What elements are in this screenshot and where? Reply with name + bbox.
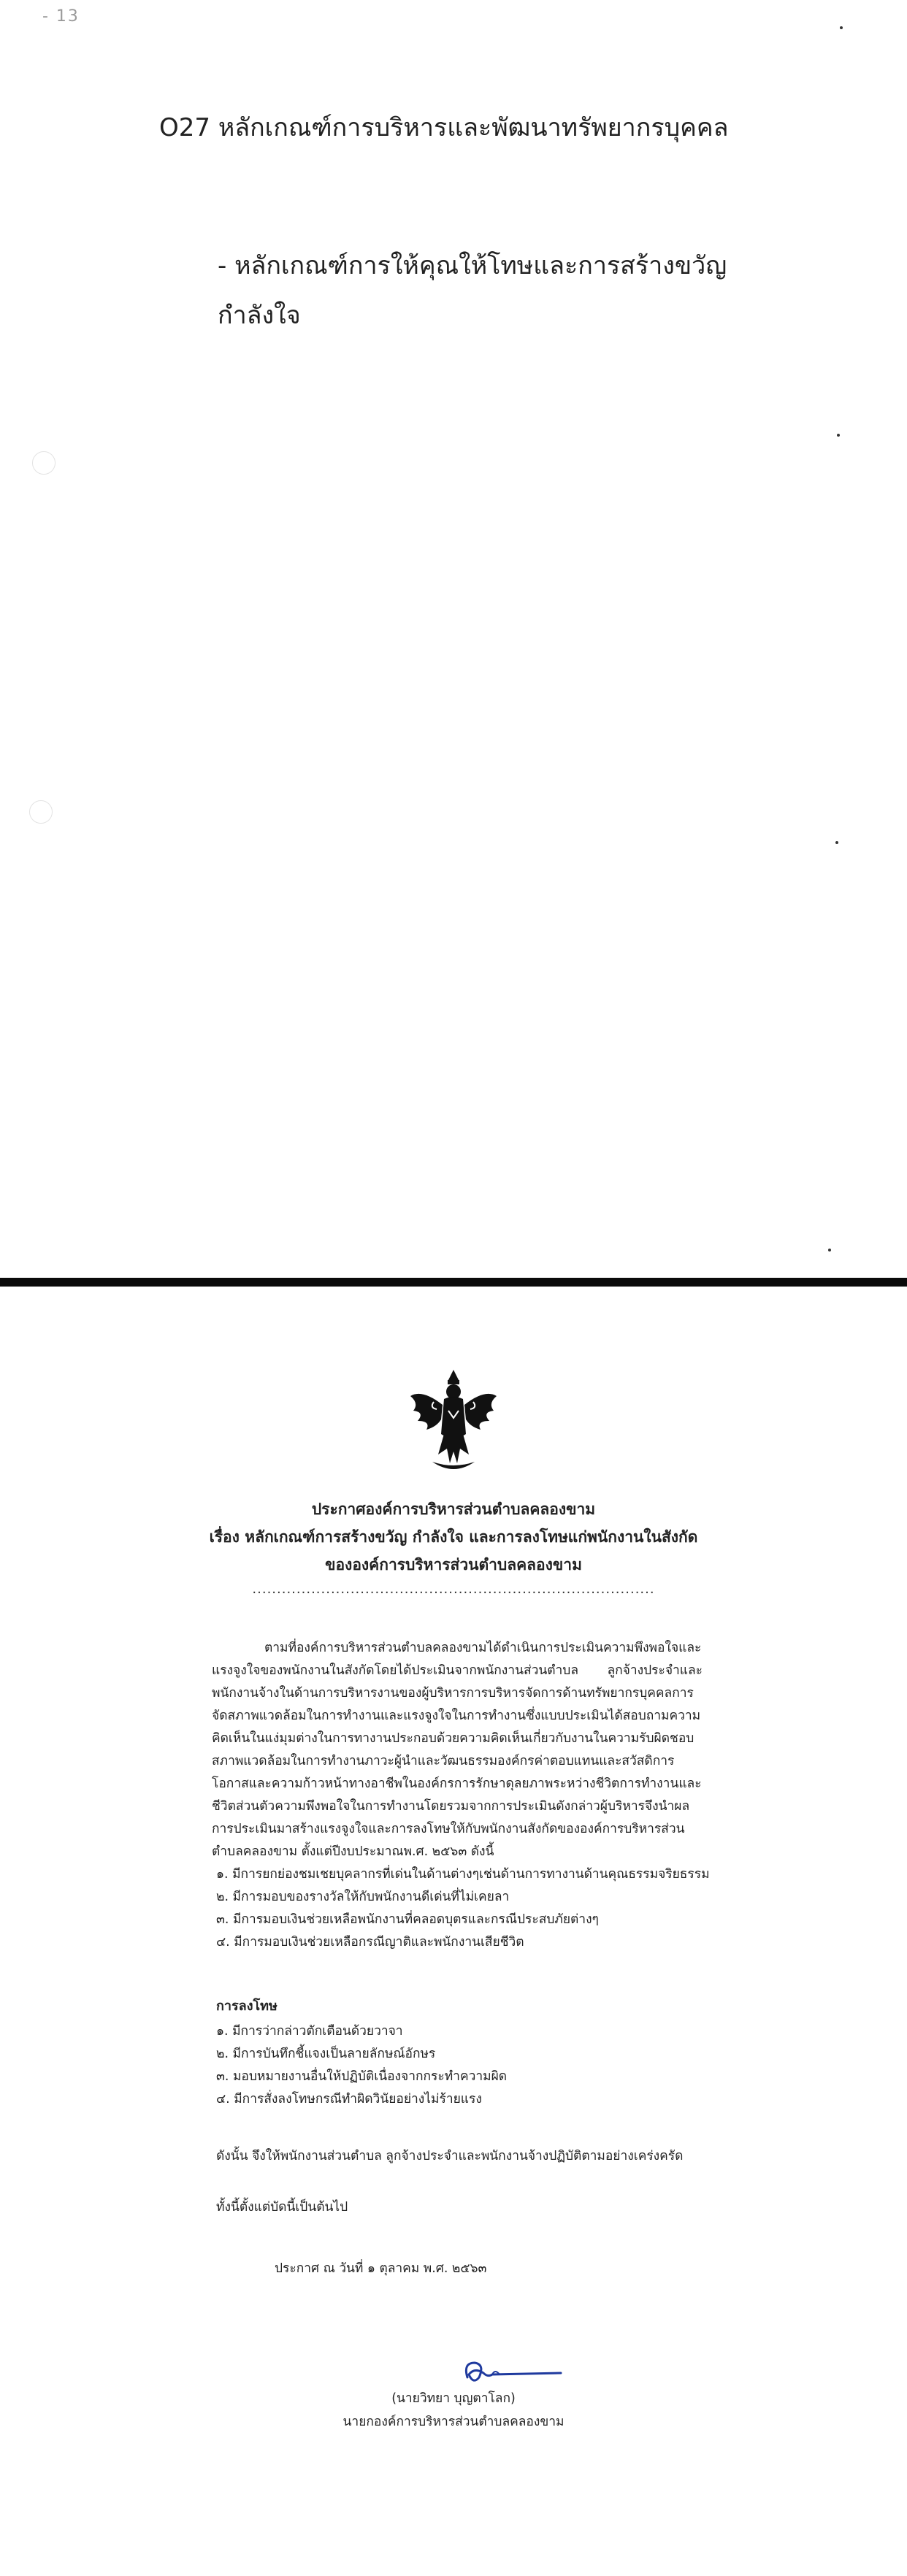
scan-speck xyxy=(837,434,840,437)
signer-name: (นายวิทยา บุญตาโลก) xyxy=(391,2391,516,2406)
list-item: ๓. มีการมอบเงินช่วยเหลือพนักงานที่คลอดบุตรและกรณีประสบภัยต่างๆ xyxy=(216,1912,599,1927)
page-number-mark: - 13 xyxy=(42,7,80,26)
announcement-body: ตามที่องค์การบริหารส่วนตำบลคลองขามได้ดำเนินการประเมินความพึงพอใจและแรงจูงใจของพนักงานในสังกัดโดยได้ประเมินจากพนักงานส่วนตำบล ลูกจ้างประจำและพนักงานจ้างในด้านการบริหารงานของผู้บริหารการบริหารจัดการด้านทรัพยากรบุคคลการจัดสภาพแวดล้อมในการทำงานและแรงจูงใจในการทำงานซึ่งแบบประเมินได้สอบถามความคิดเห็นในแง่มุมต่างในการทางานประกอบด้วยความคิดเห็นเกี่ยวกับงานในความรับผิดชอบสภาพแวดล้อมในการทำงานภาวะผู้นำและวัฒนธรรมองค์กรค่าตอบแทนและสวัสดิการโอกาสและความก้าวหน้าทางอาชีพในองค์กรการรักษาดุลยภาพระหว่างชีวิตการทำงานและชีวิตส่วนตัวความพึงพอใจในการทำงานโดยรวมจากการประเมินดังกล่าวผู้บริหารจึงนำผลการประเมินมาสร้างแรงจูงใจและการลงโทษให้กับพนักงานสังกัดขององค์การบริหารส่วนตำบลคลองขาม ตั้งแต่ปีงบประมาณพ.ศ. ๒๕๖๓ ดังนี้ xyxy=(212,1641,703,1859)
scan-speck xyxy=(835,841,838,844)
announcement-title: ประกาศองค์การบริหารส่วนตำบลคลองขาม xyxy=(311,1500,596,1518)
punch-hole-mark xyxy=(32,451,56,475)
conclusion-text: ดังนั้น จึงให้พนักงานส่วนตำบล ลูกจ้างประจำและพนักงานจ้างปฏิบัติตามอย่างเคร่งครัด xyxy=(216,2149,684,2163)
document-page-2 xyxy=(0,1287,907,2576)
scan-speck xyxy=(840,26,843,29)
page-divider xyxy=(0,1278,907,1287)
section-subheading: - หลักเกณฑ์การให้คุณให้โทษและการสร้างขวัญกำลังใจ xyxy=(218,251,727,330)
punch-hole-mark xyxy=(29,800,53,824)
announcement-org: ขององค์การบริหารส่วนตำบลคลองขาม xyxy=(325,1556,582,1573)
document-page-1 xyxy=(0,0,907,1278)
signer-position: นายกองค์การบริหารส่วนตำบลคลองขาม xyxy=(342,2415,565,2429)
section-heading: O27 หลักเกณฑ์การบริหารและพัฒนาทรัพยากรบุคคล xyxy=(159,113,729,142)
announcement-subject: เรื่อง หลักเกณฑ์การสร้างขวัญ กำลังใจ และการลงโทษแก่พนักงานในสังกัด xyxy=(209,1528,698,1546)
effective-text: ทั้งนี้ตั้งแต่บัดนี้เป็นต้นไป xyxy=(216,2200,348,2215)
dotted-separator: .................................................................................. xyxy=(252,1582,655,1597)
scan-speck xyxy=(828,1249,831,1251)
list-item: ๑. มีการว่ากล่าวตักเตือนด้วยวาจา xyxy=(216,2024,403,2039)
reward-list xyxy=(216,1863,727,1954)
list-item: ๓. มอบหมายงานอื่นให้ปฏิบัติเนื่องจากกระทำความผิด xyxy=(216,2069,508,2084)
garuda-emblem-icon xyxy=(407,1367,500,1476)
list-item: ๒. มีการบันทึกชี้แจงเป็นลายลักษณ์อักษร xyxy=(216,2047,436,2061)
list-item: ๑. มีการยกย่องชมเชยบุคลากรที่เด่นในด้านต่างๆเช่นด้านการทางานด้านคุณธรรมจริยธรรม xyxy=(216,1867,710,1882)
list-item: ๔. มีการมอบเงินช่วยเหลือกรณีญาติและพนักงานเสียชีวิต xyxy=(216,1935,524,1950)
punishment-heading: การลงโทษ xyxy=(216,1998,278,2014)
list-item: ๔. มีการสั่งลงโทษกรณีทำผิดวินัยอย่างไม่ร้ายแรง xyxy=(216,2092,482,2107)
punishment-list xyxy=(216,2020,727,2111)
list-item: ๒. มีการมอบของรางวัลให้กับพนักงานดีเด่นที่ไม่เคยลา xyxy=(216,1890,510,1904)
announcement-date: ประกาศ ณ วันที่ ๑ ตุลาคม พ.ศ. ๒๕๖๓ xyxy=(275,2261,487,2276)
